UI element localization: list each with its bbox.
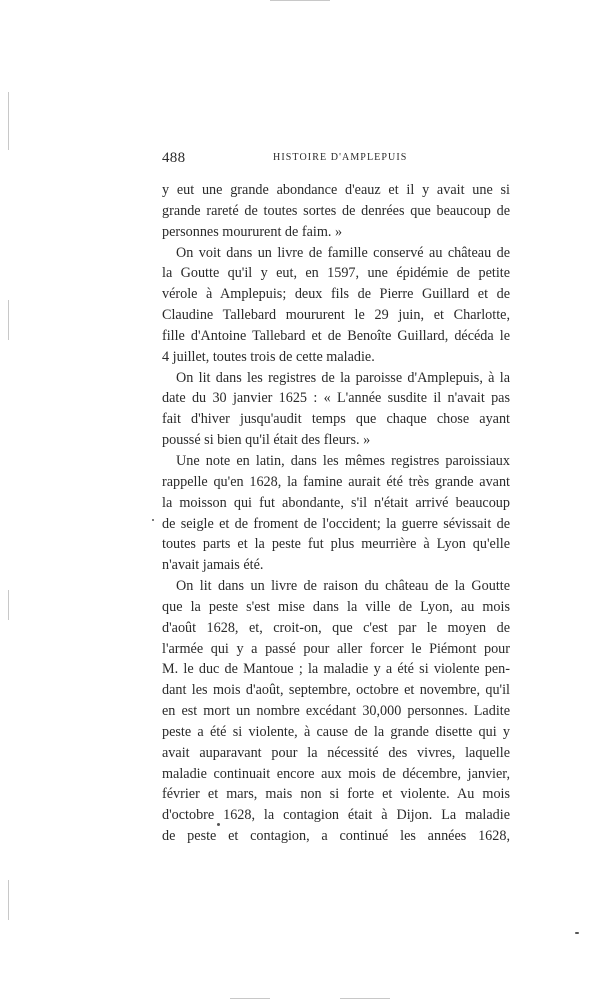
text-line: de peste et contagion, a continué les années 1628, xyxy=(162,828,510,845)
scan-margin-mark xyxy=(8,880,9,920)
text-line: d'août 1628, et, croit-on, que c'est par le moyen de xyxy=(162,619,510,636)
text-line: en est mort un nombre excédant 30,000 personnes. Ladite xyxy=(162,703,510,720)
ink-speck xyxy=(152,519,154,521)
running-title: HISTOIRE D'AMPLEPUIS xyxy=(273,152,408,163)
text-line: avait auparavant pour la nécessité des vivres, laquelle xyxy=(162,744,510,761)
page-number: 488 xyxy=(162,150,186,166)
text-line: rappelle qu'en 1628, la famine aurait été très grande avant xyxy=(162,473,510,490)
scan-margin-mark xyxy=(270,0,330,1)
text-line: On lit dans un livre de raison du château de la Goutte xyxy=(176,578,510,595)
text-line: personnes moururent de faim. » xyxy=(162,223,343,240)
text-line: l'armée qui y a passé pour aller forcer le Piémont pour xyxy=(162,640,510,657)
text-line: dant les mois d'août, septembre, octobre et novembre, qu'il xyxy=(162,682,510,699)
text-line: fille d'Antoine Tallebard et de Benoîte Guillard, décéda le xyxy=(162,327,510,344)
text-line: que la peste s'est mise dans la ville de Lyon, au mois xyxy=(162,598,510,615)
text-line: peste a été si violente, à cause de la grande disette qui y xyxy=(162,723,510,740)
running-head xyxy=(162,150,510,166)
text-line: maladie continuait encore aux mois de décembre, janvier, xyxy=(162,765,510,782)
text-line: Claudine Tallebard moururent le 29 juin, et Charlotte, xyxy=(162,307,510,324)
ink-speck xyxy=(575,932,579,934)
text-line: 4 juillet, toutes trois de cette maladie. xyxy=(162,348,375,365)
text-line: février et mars, mais non si forte et violente. Au mois xyxy=(162,786,510,803)
scan-margin-mark xyxy=(230,998,270,999)
text-line: Une note en latin, dans les mêmes registres paroissiaux xyxy=(176,452,510,469)
text-line: y eut une grande abondance d'eauz et il y avait une si xyxy=(162,182,510,198)
scan-margin-mark xyxy=(8,300,9,340)
text-line: vérole à Amplepuis; deux fils de Pierre Guillard et de xyxy=(162,286,510,303)
text-line: grande rareté de toutes sortes de denrées que beaucoup de xyxy=(162,202,510,219)
text-line: d'octobre 1628, la contagion était à Dijon. La maladie xyxy=(162,807,510,824)
text-line: On voit dans un livre de famille conservé au château de xyxy=(176,244,510,261)
text-line: date du 30 janvier 1625 : « L'année susdite il n'avait pas xyxy=(162,390,510,407)
text-line: la Goutte qu'il y eut, en 1597, une épidémie de petite xyxy=(162,265,510,282)
scan-margin-mark xyxy=(8,590,9,620)
text-line: toutes parts et la peste fut plus meurrière à Lyon qu'elle xyxy=(162,536,510,553)
scan-margin-mark xyxy=(340,998,390,999)
body-text xyxy=(162,180,510,847)
scan-margin-mark xyxy=(8,92,9,150)
text-line: poussé si bien qu'il était des fleurs. » xyxy=(162,432,371,449)
text-line: n'avait jamais été. xyxy=(162,557,264,574)
text-line: de seigle et de froment de l'occident; la guerre sévissait de xyxy=(162,515,510,532)
text-line: On lit dans les registres de la paroisse d'Amplepuis, à la xyxy=(176,369,510,386)
text-line: M. le duc de Mantoue ; la maladie y a été si violente pen- xyxy=(162,661,510,678)
text-line: la moisson qui fut abondante, s'il n'était arrivé beaucoup xyxy=(162,494,510,511)
text-line: fait d'hiver jusqu'audit temps que chaque chose ayant xyxy=(162,411,510,428)
